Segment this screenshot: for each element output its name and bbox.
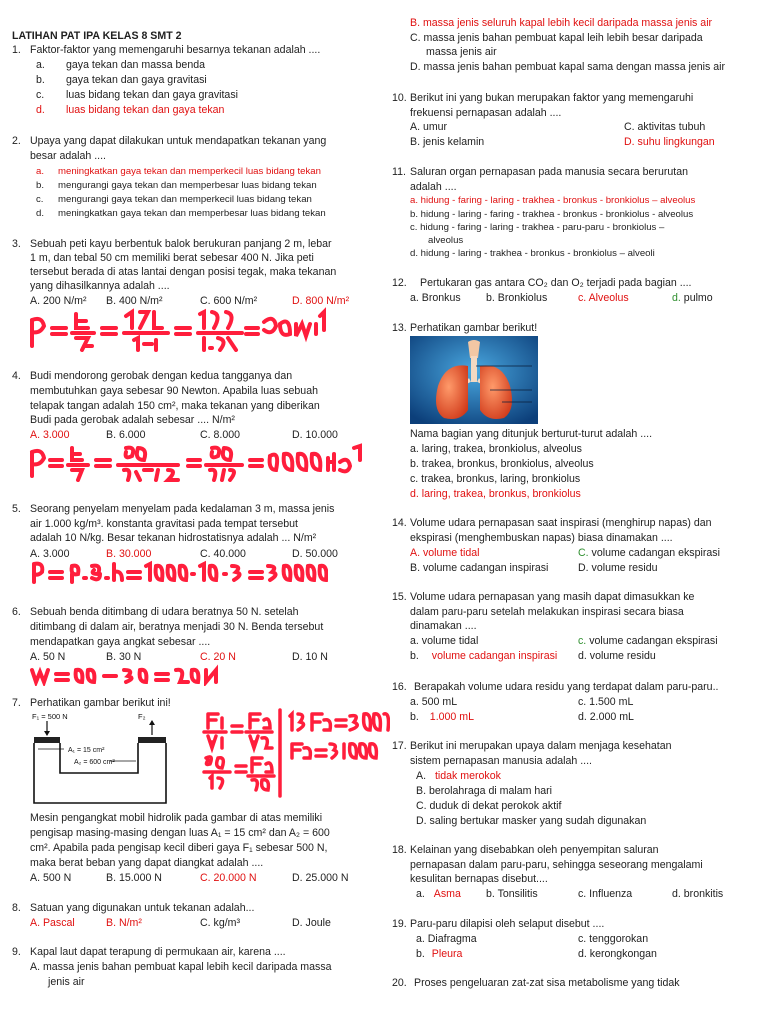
q7-option-d: D. 25.000 N — [292, 872, 349, 884]
q8-option-a: A. Pascal — [30, 917, 75, 929]
question-18-line-2: pernapasan dalam paru-paru, sehingga seseorang mengalami — [410, 859, 703, 871]
hydraulic-lift-diagram — [30, 711, 170, 809]
question-13-body: Nama bagian yang ditunjuk berturut-turut adalah .... — [410, 428, 653, 440]
q2-option-b: b. mengurangi gaya tekan dan memperbesar luas bidang tekan — [36, 180, 317, 191]
question-19: 19. Paru-paru dilapisi oleh selaput disebut .... — [392, 918, 605, 930]
q12-option-d: d. pulmo — [672, 292, 713, 304]
question-4-line-2: membutuhkan gaya sebesar 90 Newton. Apabila luas sebuah — [30, 385, 318, 397]
question-5-line-3: adalah 10 N/kg. Besar tekanan hidrostatisnya adalah ... N/m² — [30, 532, 317, 544]
q10-option-b: B. jenis kelamin — [410, 136, 485, 148]
q5-option-d: D. 50.000 — [292, 548, 338, 560]
q5-option-b: B. 30.000 — [106, 548, 152, 560]
q19-option-b: b. Pleura — [416, 948, 463, 960]
q17-option-a: A. tidak merokok — [416, 770, 501, 782]
question-10: 10. Berikut ini yang bukan merupakan faktor yang memengaruhi — [392, 92, 694, 104]
q15-option-b: b. volume cadangan inspirasi — [410, 650, 558, 662]
question-14-line-2: ekspirasi (menghembuskan napas) biasa dinamakan .... — [410, 532, 673, 544]
question-14: 14. Volume udara pernapasan saat inspirasi (menghirup napas) dan — [392, 517, 712, 529]
q7-handwritten-work — [200, 706, 390, 798]
question-text: Faktor-faktor yang memengaruhi besarnya tekanan adalah .... — [30, 44, 321, 56]
q17-option-c: C. duduk di dekat perokok aktif — [416, 800, 562, 812]
diagram-f1-label: F₁ = 500 N — [32, 712, 68, 721]
page-title: LATIHAN PAT IPA KELAS 8 SMT 2 — [12, 30, 182, 42]
q15-option-c: c. volume cadangan ekspirasi — [578, 635, 718, 647]
question-number: 1. — [12, 44, 21, 56]
q11-option-b: b. hidung - laring - faring - trakhea - bronkus - bronkiolus - alveolus — [410, 209, 694, 220]
question-3-line-2: 1 m, dan tebal 50 cm memiliki berat sebesar 400 N. Jika peti — [30, 252, 314, 264]
q9-option-c: C. massa jenis bahan pembuat kapal leih lebih besar daripada — [410, 32, 703, 44]
question-15: 15. Volume udara pernapasan yang masih dapat dimasukkan ke — [392, 591, 695, 603]
q2-option-a: a. meningkatkan gaya tekan dan memperkecil luas bidang tekan — [36, 166, 321, 177]
q19-option-d: d. kerongkongan — [578, 948, 657, 960]
q3-option-c: C. 600 N/m² — [200, 295, 258, 307]
question-4: 4. Budi mendorong gerobak dengan kedua tangganya dan — [12, 370, 293, 382]
q5-handwritten-work — [28, 560, 328, 586]
q16-option-a: a. 500 mL — [410, 696, 458, 708]
diagram-a1-label: A₁ = 15 cm² — [68, 747, 105, 754]
q12-option-b: b. Bronkiolus — [486, 292, 548, 304]
question-6-line-3: mendapatkan gaya angkat sebesar .... — [30, 636, 211, 648]
question-12: 12. Pertukaran gas antara CO₂ dan O₂ terjadi pada bagian .... — [392, 277, 692, 289]
question-15-line-3: dinamakan .... — [410, 620, 477, 632]
q2-option-d: d. meningkatkan gaya tekan dan memperbesar luas bidang tekan — [36, 208, 326, 219]
q6-option-c: C. 20 N — [200, 651, 236, 663]
question-7-body-1: Mesin pengangkat mobil hidrolik pada gambar di atas memiliki — [30, 812, 323, 824]
question-7-body-3: cm². Apabila pada pengisap kecil diberi gaya F₁ sebesar 500 N, — [30, 842, 328, 854]
q19-option-a: a. Diafragma — [416, 933, 477, 945]
q1-option-b: b. gaya tekan dan gaya gravitasi — [36, 74, 207, 86]
q6-option-d: D. 10 N — [292, 651, 328, 663]
question-1 — [12, 44, 320, 58]
question-4-line-4: Budi pada gerobak adalah sebesar .... N/m² — [30, 414, 235, 426]
q12-option-c: c. Alveolus — [578, 292, 629, 304]
q7-option-c: C. 20.000 N — [200, 872, 257, 884]
q11-option-c: c. hidung - faring - laring - trakhea - paru-paru - bronkiolus – — [410, 222, 665, 233]
q9-option-c-line-2: massa jenis air — [426, 46, 497, 58]
question-15-line-2: dalam paru-paru setelah melakukan inspirasi secara biasa — [410, 606, 684, 618]
q3-option-a: A. 200 N/m² — [30, 295, 87, 307]
question-17-line-2: sistem pernapasan manusia adalah .... — [410, 755, 592, 767]
q15-option-a: a. volume tidal — [410, 635, 479, 647]
question-11: 11. Saluran organ pernapasan pada manusia secara berurutan — [392, 166, 688, 178]
q5-option-c: C. 40.000 — [200, 548, 246, 560]
question-2-line-2: besar adalah .... — [30, 150, 106, 162]
question-5-line-2: air 1.000 kg/m³. konstanta gravitasi pada tempat tersebut — [30, 518, 298, 530]
question-7-body-2: pengisap masing-masing dengan luas A₁ = 15 cm² dan A₂ = 600 — [30, 827, 330, 839]
q8-option-d: D. Joule — [292, 917, 331, 929]
q3-option-d: D. 800 N/m² — [292, 295, 350, 307]
q18-option-a: a. Asma — [416, 888, 461, 900]
q16-option-b: b. 1.000 mL — [410, 711, 474, 723]
question-8: 8. Satuan yang digunakan untuk tekanan adalah... — [12, 902, 255, 914]
question-7: 7. Perhatikan gambar berikut ini! — [12, 697, 171, 709]
question-6-line-2: ditimbang di dalam air, beratnya menjadi 30 N. Benda tersebut — [30, 621, 324, 633]
q18-option-d: d. bronkitis — [672, 888, 724, 900]
q2-option-c: c. mengurangi gaya tekan dan memperkecil luas bidang tekan — [36, 194, 312, 205]
lungs-image — [410, 336, 538, 424]
question-2: 2. Upaya yang dapat dilakukan untuk mendapatkan tekanan yang — [12, 135, 327, 147]
q7-option-b: B. 15.000 N — [106, 872, 162, 884]
question-7-body-4: maka berat beban yang dapat diangkat adalah .... — [30, 857, 264, 869]
q6-handwritten-work — [28, 664, 228, 686]
q9-option-d: D. massa jenis bahan pembuat kapal sama dengan massa jenis air — [410, 61, 726, 73]
q4-handwritten-work — [28, 440, 368, 482]
question-17: 17. Berikut ini merupakan upaya dalam menjaga kesehatan — [392, 740, 672, 752]
q15-option-d: d. volume residu — [578, 650, 656, 662]
question-11-line-2: adalah .... — [410, 181, 457, 193]
q4-option-a: A. 3.000 — [30, 429, 70, 441]
question-3-line-3: tersebut berada di atas lantai dengan posisi tegak, maka tekanan — [30, 266, 337, 278]
question-5: 5. Seorang penyelam menyelam pada kedalaman 3 m, massa jenis — [12, 503, 335, 515]
question-3-line-4: yang dihasilkannya adalah .... — [30, 280, 170, 292]
question-3: 3. Sebuah peti kayu berbentuk balok berukuran panjang 2 m, lebar — [12, 238, 332, 250]
q8-option-c: C. kg/m³ — [200, 917, 241, 929]
q18-option-b: b. Tonsilitis — [486, 888, 538, 900]
q12-option-a: a. Bronkus — [410, 292, 461, 304]
q1-option-d: d. luas bidang tekan dan gaya tekan — [36, 104, 225, 116]
q3-handwritten-work — [28, 306, 328, 352]
q1-option-c: c. luas bidang tekan dan gaya gravitasi — [36, 89, 238, 101]
q17-option-b: B. berolahraga di malam hari — [416, 785, 553, 797]
question-18-line-3: kesulitan bernapas disebut.... — [410, 873, 548, 885]
q10-option-c: C. aktivitas tubuh — [624, 121, 706, 133]
diagram-a2-label: A₂ = 600 cm² — [74, 759, 115, 766]
q19-option-c: c. tenggorokan — [578, 933, 649, 945]
question-9: 9. Kapal laut dapat terapung di permukaan air, karena .... — [12, 946, 286, 958]
q16-option-d: d. 2.000 mL — [578, 711, 634, 723]
question-6: 6. Sebuah benda ditimbang di udara beratnya 50 N. setelah — [12, 606, 299, 618]
q14-option-d: D. volume residu — [578, 562, 658, 574]
q13-option-c: c. trakea, bronkus, laring, bronkiolus — [410, 473, 581, 485]
q9-option-a-line-2: jenis air — [48, 976, 85, 988]
q14-option-b: B. volume cadangan inspirasi — [410, 562, 549, 574]
q5-option-a: A. 3.000 — [30, 548, 70, 560]
question-10-line-2: frekuensi pernapasan adalah .... — [410, 107, 562, 119]
question-16: 16. Berapakah volume udara residu yang terdapat dalam paru-paru.. — [392, 681, 719, 693]
question-20: 20. Proses pengeluaran zat-zat sisa metabolisme yang tidak — [392, 977, 680, 989]
q11-option-c-line-2: alveolus — [428, 235, 464, 246]
q14-option-a: A. volume tidal — [410, 547, 480, 559]
question-13: 13. Perhatikan gambar berikut! — [392, 322, 538, 334]
q10-option-d: D. suhu lingkungan — [624, 136, 715, 148]
q4-option-c: C. 8.000 — [200, 429, 241, 441]
q18-option-c: c. Influenza — [578, 888, 633, 900]
q9-option-b: B. massa jenis seluruh kapal lebih kecil daripada massa jenis air — [410, 17, 713, 29]
q13-option-a: a. laring, trakea, bronkiolus, alveolus — [410, 443, 582, 455]
diagram-f2-label: F₂ — [138, 712, 146, 721]
q13-option-b: b. trakea, bronkus, bronkiolus, alveolus — [410, 458, 594, 470]
q8-option-b: B. N/m² — [106, 917, 142, 929]
q11-option-d: d. hidung - laring - trakhea - bronkus - bronkiolus – alveoli — [410, 248, 655, 259]
q6-option-a: A. 50 N — [30, 651, 66, 663]
q6-option-b: B. 30 N — [106, 651, 142, 663]
q4-option-d: D. 10.000 — [292, 429, 338, 441]
q7-option-a: A. 500 N — [30, 872, 72, 884]
question-18: 18. Kelainan yang disebabkan oleh penyempitan saluran — [392, 844, 659, 856]
q1-option-a: a. gaya tekan dan massa benda — [36, 59, 205, 71]
q3-option-b: B. 400 N/m² — [106, 295, 163, 307]
q14-option-c: C. volume cadangan ekspirasi — [578, 547, 720, 559]
q16-option-c: c. 1.500 mL — [578, 696, 634, 708]
q10-option-a: A. umur — [410, 121, 448, 133]
q4-option-b: B. 6.000 — [106, 429, 146, 441]
q11-option-a: a. hidung - faring - laring - trakhea - bronkus - bronkiolus – alveolus — [410, 195, 696, 206]
question-4-line-3: telapak tangan adalah 150 cm², maka tekanan yang diberikan — [30, 400, 320, 412]
q13-option-d: d. laring, trakea, bronkus, bronkiolus — [410, 488, 581, 500]
q17-option-d: D. saling bertukar masker yang sudah digunakan — [416, 815, 647, 827]
q9-option-a: A. massa jenis bahan pembuat kapal lebih kecil daripada massa — [30, 961, 332, 973]
